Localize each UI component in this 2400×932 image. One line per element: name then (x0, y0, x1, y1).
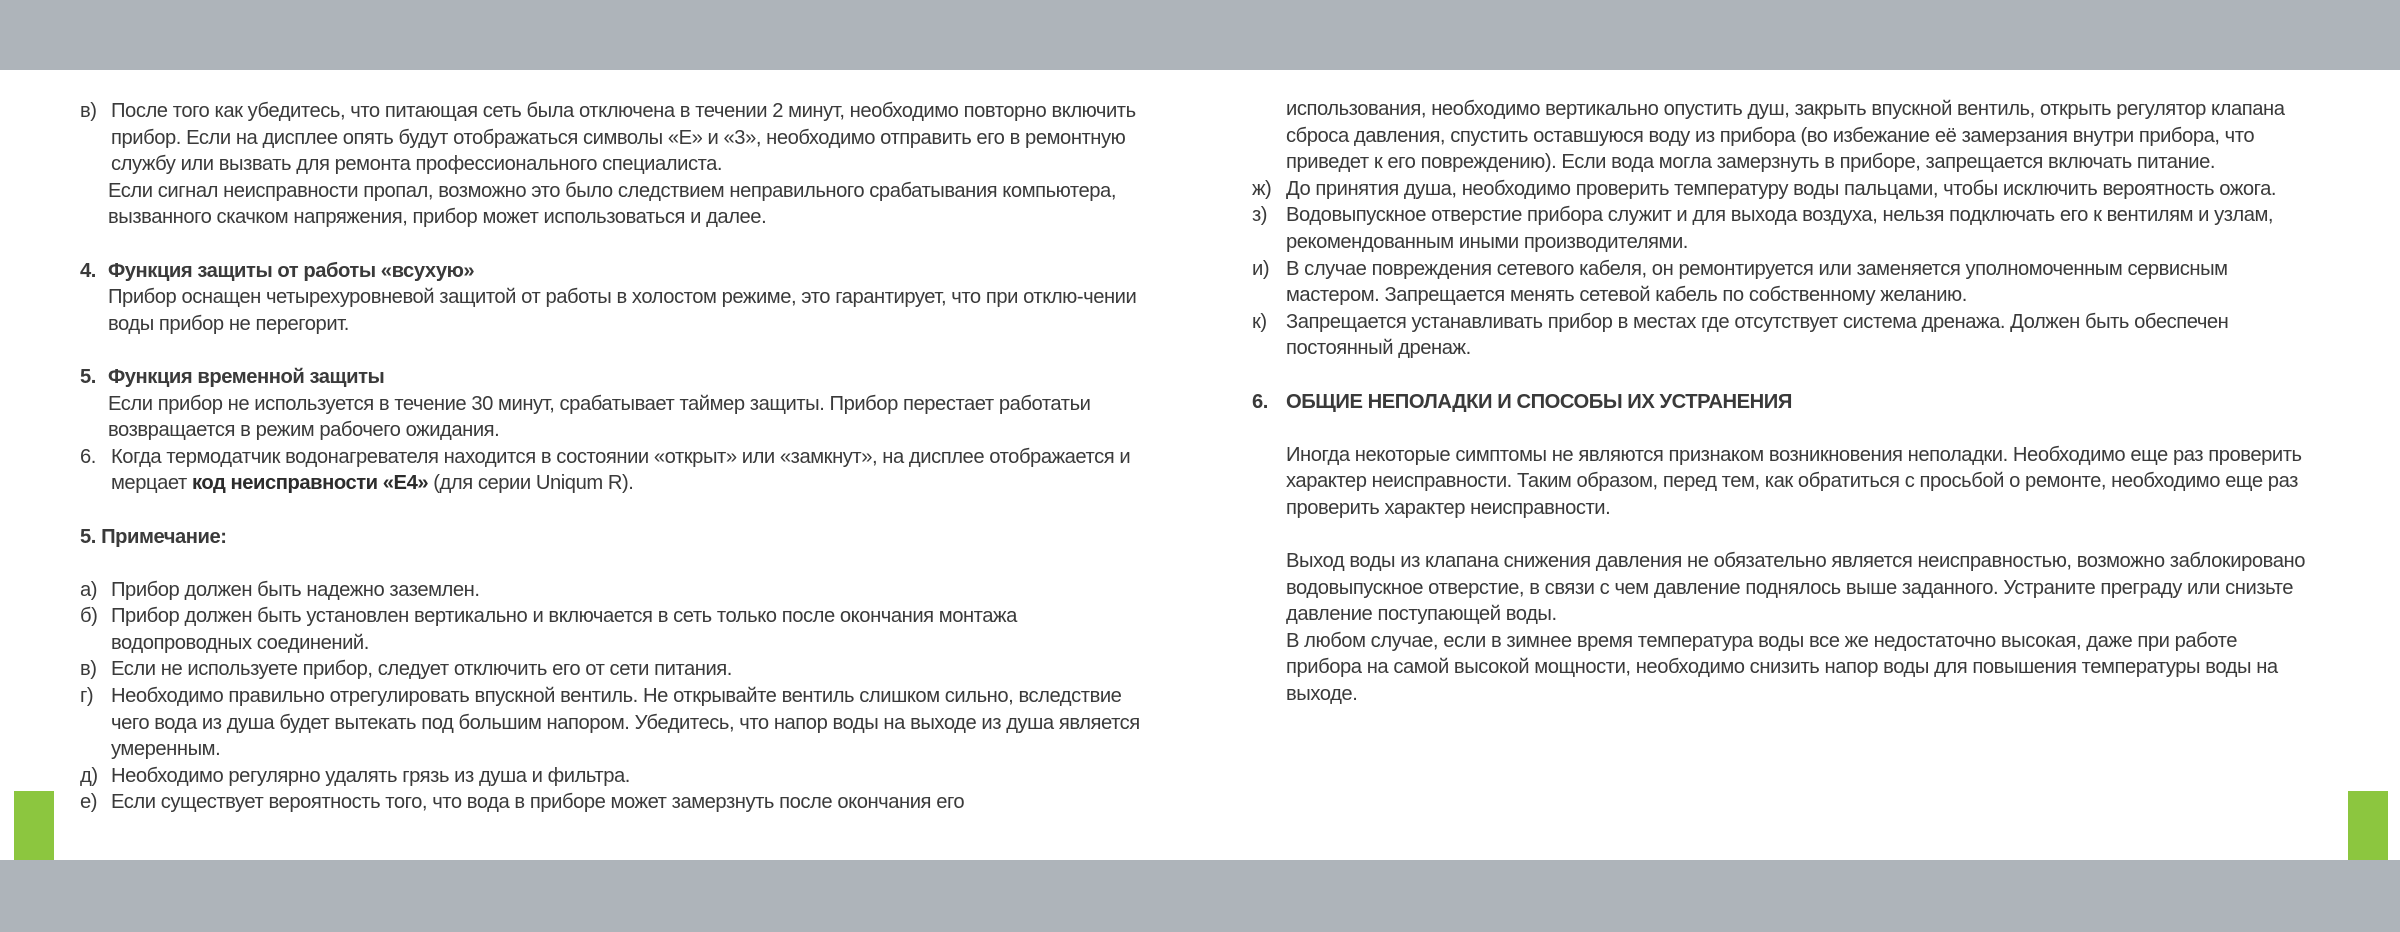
list-item: е) Если существует вероятность того, что вода в приборе может замерзнуть после окончания его (80, 791, 965, 814)
list-item: к) Запрещается устанавливать прибор в местах где отсутствует система дренажа. Должен быть обеспечен постоянный дренаж. (1252, 310, 2229, 360)
list-item (80, 98, 1150, 178)
list-item: 6. Когда термодатчик водонагревателя находится в состоянии «открыт» или «замкнут», на дисплее отображается и мерцает код неисправности «Е4» (для серии Uniqum R). (80, 445, 1131, 495)
list-item: а) Прибор должен быть надежно заземлен. (80, 578, 480, 601)
item-text: После того как убедитесь, что питающая сеть была отключена в течении 2 минут, необходимо повторно включить прибор. Если на дисплее опять будут отображаться символы «Е» и «3», необходимо отправить его в ремонтную службу или вызвать для ремонта профессионального специалиста. (111, 100, 1136, 176)
bottom-band (0, 860, 2400, 932)
section-heading: 6. ОБЩИЕ НЕПОЛАДКИ И СПОСОБЫ ИХ УСТРАНЕНИЯ (1252, 390, 1792, 413)
item-note: Если сигнал неисправности пропал, возможно это было следствием неправильного срабатывания компьютера, вызванного скачком напряжения, прибор может использоваться и далее. (108, 179, 1116, 229)
error-code: код неисправности «Е4» (191, 472, 429, 495)
paragraph: Выход воды из клапана снижения давления не обязательно является неисправностью, возможно заблокировано водовыпускное отверстие, в связи с чем давление поднялось выше заданного. Устраните преграду или снизьте давление поступающей воды. (1286, 550, 2305, 626)
paragraph: В любом случае, если в зимнее время температура воды все же недостаточно высокая, даже при работе прибора на самой высокой мощности, необходимо снизить напор воды для повышения температуры воды на выходе. (1286, 629, 2278, 706)
right-page-column (1252, 96, 2310, 708)
section-text: Если прибор не используется в течение 30 минут, срабатывает таймер защиты. Прибор перестает работатьи возвращается в режим рабочего ожидания. (108, 392, 1091, 442)
section-text: Прибор оснащен четырехуровневой защитой от работы в холостом режиме, это гарантирует, что при отклю-чении воды прибор не перегорит. (108, 286, 1137, 335)
left-page-accent-tab (14, 791, 54, 860)
left-page-column (80, 98, 1150, 816)
right-page-accent-tab (2348, 791, 2388, 860)
list-item: и) В случае повреждения сетевого кабеля, он ремонтируется или заменяется уполномоченным сервисным мастером. Запрещается менять сетевой кабель по собственному желанию. (1252, 257, 2228, 307)
list-item: б) Прибор должен быть установлен вертикально и включается в сеть только после окончания монтажа водопроводных соединений. (80, 605, 1017, 654)
note-heading: 5. Примечание: (80, 525, 227, 548)
continuation-text: использования, необходимо вертикально опустить душ, закрыть впускной вентиль, открыть регулятор клапана сброса давления, спустить оставшуюся воду из прибора (во избежание её замерзания внутри прибора, что приведет к его повреждению). Если вода могла замерзнуть в приборе, запрещается включать питание. (1286, 98, 2285, 174)
item-marker: в) (80, 100, 97, 122)
list-item: г) Необходимо правильно отрегулировать впускной вентиль. Не открывайте вентиль слишком сильно, вследствие чего вода из душа будет вытекать под большим напором. Убедитесь, что напор воды на выходе из душа является умеренным. (80, 685, 1140, 761)
list-item: ж) До принятия душа, необходимо проверить температуру воды пальцами, чтобы исключить вероятность ожога. (1252, 177, 2277, 200)
section-heading: 5. Функция временной защиты (80, 365, 385, 388)
list-item: в) Если не используете прибор, следует отключить его от сети питания. (80, 658, 732, 681)
list-item: з) Водовыпускное отверстие прибора служит и для выхода воздуха, нельзя подключать его к вентилям и узлам, рекомендованным иными производителями. (1252, 204, 2274, 253)
top-band (0, 0, 2400, 70)
section-heading: 4. Функция защиты от работы «всухую» (80, 259, 475, 282)
list-item: д) Необходимо регулярно удалять грязь из душа и фильтра. (80, 764, 630, 787)
paragraph: Иногда некоторые симптомы не являются признаком возникновения неполадки. Необходимо еще раз проверить характер неисправности. Таким образом, перед тем, как обратиться с просьбой о ремонте, необходимо еще раз проверить характер неисправности. (1286, 443, 2302, 519)
